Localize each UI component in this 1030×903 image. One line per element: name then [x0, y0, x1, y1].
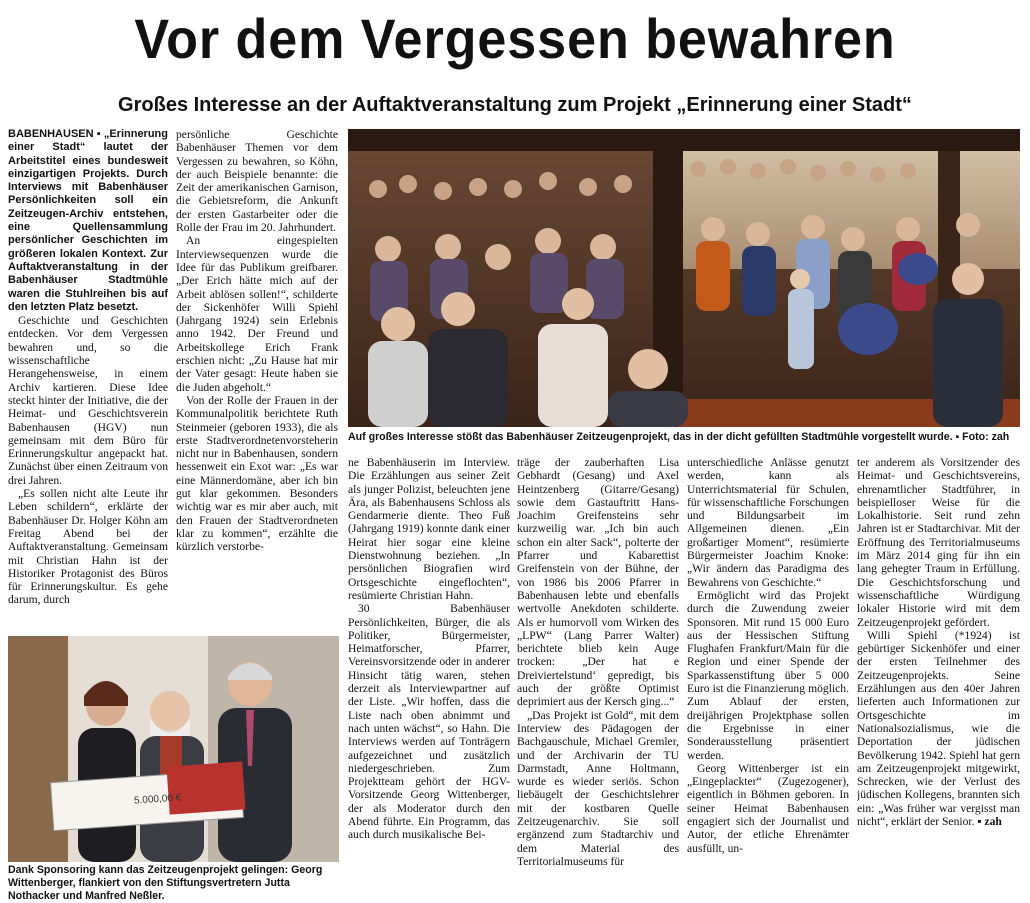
sponsor-photo-caption: Dank Sponsoring kann das Zeitzeugenprojekt gelingen: Georg Wittenberger, flankiert von den Stiftungsvertretern Jutta Nothacker und Manfred Neßler.	[8, 864, 323, 902]
paragraph: 30 Babenhäuser Persönlichkeiten, Bürger, die als Politiker, Bürgermeister, Heimatforscher, Pfarrer, Vereinsvorsitzende oder in anderer Hinsicht tätig waren, stehen derzeit als Interviewpartner auf der Liste. „Wir hoffen, dass die Liste nach oben abnimmt und nach unten wächst“, so Hahn. Die Interviews werden auf Tonträgern aufgezeichnet und zusätzlich niedergeschrieben. Zum Projektteam gehört der HGV-Vorsitzende Georg Wittenberger, der als Moderator durch den Abend führte. Ein Programm, das auch durch musikalische Bei-	[348, 602, 510, 842]
paragraph: An eingespielten Interviewsequenzen wurde die Idee für das Publikum greifbarer. „Der Erich hätte mich auf der Arbeit ablösen sollen!“, schilderte der Sickenhöfer Willi Spiehl (Jahrgang 1924) sein Erlebnis anno 1942. Der Freund und Arbeitskollege Erich Frank erschien nicht: „Zu Hause hat mir der Vater gesagt: Heute haben sie die Juden abgeholt.“	[176, 234, 338, 394]
article-column-6	[857, 456, 1020, 886]
article-column-5	[687, 456, 849, 886]
article-column-3	[348, 456, 510, 886]
article-column-2	[176, 128, 338, 633]
paragraph: „Es sollen nicht alte Leute ihr Leben schildern“, erklärte der Babenhäuser Dr. Holger Köhn am Freitag Abend bei der Auftaktveranstaltung. Gemeinsam mit Christian Hahn ist der Historiker Protagonist des Büros für Erinnerungskultur. Es gehe darum, durch	[8, 487, 168, 607]
paragraph-text: Willi Spiehl (*1924) ist gebürtiger Sickenhöfer und einer der ersten Teilnehmer des Zeitzeugenprojekts. Seine Erzählungen aus den 40er Jahren lieferten auch Informationen zur Ortsgeschichte im Nationalsozialismus, wie die Deportation der jüdischen Bevölkerung 1942. Spiehl hat gern am Zeitzeugenprojekt mitgewirkt, Schrecken, wie der Verlust des jüdischen Kollegens, brannten sich ein: „Was früher war vergisst man nicht“, erklärt der Senior.	[857, 628, 1020, 829]
check-amount: 5.000,00 €	[133, 792, 182, 807]
sponsor-photo-illustration	[8, 636, 339, 862]
main-photo-caption: Auf großes Interesse stößt das Babenhäuser Zeitzeugenprojekt, das in der dicht gefüllten Stadtmühle vorgestellt wurde. ▪ Foto: zah	[348, 431, 1010, 443]
paragraph: „Das Projekt ist Gold“, mit dem Interview des Pädagogen der Bachgauschule, Michael Gremler, und der Archivarin der TU Darmstadt, Anne Holtmann, wurde es wieder seriös. Schon liebäugelt der Geschichtslehrer mit der kostbaren Quelle Zeitzeugenarchiv. Sie soll ergänzend zum Stadtarchiv und dem Material des Territorialmuseums für	[517, 708, 679, 868]
headline: Vor dem Vergessen bewahren	[134, 7, 896, 70]
author-signature: ▪ zah	[977, 815, 1002, 829]
paragraph: persönliche Geschichte Babenhäuser Themen vor dem Vergessen zu bewahren, so Köhn, der auch Beispiele benannte: die Zeit der amerikanischen Garnison, die Gebietsreform, die Ankunft der ersten Gastarbeiter oder die Rolle der Frau im 20. Jahrhundert.	[176, 128, 338, 235]
paragraph	[857, 629, 1020, 828]
paragraph: unterschiedliche Anlässe genutzt werden, kann als Unterrichtsmaterial für Schulen, für wissenschaftliche Forschungen und Bildungsarbeit im Allgemeinen dienen. „Ein großartiger Moment“, resümierte Bürgermeister Joachim Knoke: „Wir ändern das Paradigma des Bewahrens von Geschichte.“	[687, 456, 849, 589]
article-column-4	[517, 456, 679, 886]
dateline: BABENHAUSEN ▪	[8, 128, 101, 140]
paragraph: träge der zauberhaften Lisa Gebhardt (Gesang) und Axel Heintzenberg (Gitarre/Gesang) sowie dem Gastauftritt Hans-Joachim Greifensteins sehr kurzweilig war. „Ich bin auch schon ein alter Sack“, polterte der Pfarrer und Kabarettist Greifenstein von der Bühne, der von 1986 bis 2006 Pfarrer in Babenhausen lebte und ebenfalls wertvolle Anekdoten schilderte. Als er humorvoll vom Wirken des „LPW“ (Lang Parrer Walter) berichtete blieb kein Auge trocken: „Der hat e Dreiviertelstund‘ gepredigt, bis auch der größte Optimist deprimiert aus der Kersch ging...“	[517, 456, 679, 709]
paragraph: ne Babenhäuserin im Interview. Die Erzählungen aus seiner Zeit als junger Polizist, beleuchten jene Ära, als Babenhausens Schloss als Gendarmerie diente. Theo Fuß (Jahrgang 1919) konnte dank einer Heirat hier sogar eine kleine Dienstwohnung beziehen. „In persönlichen Biografien wird Ortsgeschichte eingeflochten“, resümierte Christian Hahn.	[348, 456, 510, 602]
paragraph: Georg Wittenberger ist ein „Eingeplackter“ (Zugezogener), eigentlich in Böhmen geboren. In seiner Heimat Babenhausen engagiert sich der Journalist und Autor, der etliche Ehrenämter ausfüllt, un-	[687, 761, 849, 855]
sponsor-photo	[8, 636, 339, 862]
paragraph: ter anderem als Vorsitzender des Heimat- und Geschichtsvereins, ehrenamtlicher Stadtführer, in beispielloser Weise für die Lokalhistorie. Seit rund zehn Jahren ist er Stadtarchivar. Mit der Eröffnung des Territorialmuseums im März 2014 ging für ihn ein lang gehegter Traum in Erfüllung. Die Geschichtsforschung und wissenschaftliche Würdigung lokaler Historie wird mit dem Zeitzeugenprojekt gefördert.	[857, 456, 1020, 629]
lead-text: „Erinnerung einer Stadt“ lautet der Arbeitstitel eines bundesweit einzigartigen Projekts. Durch Interviews mit Babenhäuser Persönlichkeiten soll ein Zeitzeugen-Archiv entstehen, eine Quellensammlung persönlicher Geschichten im größeren lokalen Kontext. Zur Auftaktveranstaltung in der Babenhäuser Stadtmühle waren die Stuhlreihen bis auf den letzten Platz besetzt.	[8, 128, 168, 313]
subheadline: Großes Interesse an der Auftaktveranstaltung zum Projekt „Erinnerung einer Stadt“	[118, 94, 912, 116]
paragraph: Von der Rolle der Frauen in der Kommunalpolitik berichtete Ruth Steinmeier (geboren 1933), die als erste Stadtverordnetenvorsteherin nicht nur in Babenhausen, sondern hessenweit ein Exot war: „Es war eine Männerdomäne, aber ich bin gut klar gekommen. Besonders wichtig war es mir aber auch, mit den Frauen der Stadtverordneten klar zu kommen“, erzählte die kürzlich verstorbe-	[176, 393, 338, 554]
paragraph: Ermöglicht wird das Projekt durch die Zuwendung zweier Sponsoren. Mit rund 15 000 Euro aus der Hessischen Stiftung Flughafen Frankfurt/Main für die Region und einer Spende der Sparkassenstiftung über 5 000 Euro ist die Finanzierung möglich. Zum Ablauf der ersten, dreijährigen Projektphase sollen die Ergebnisse in einer Sonderausstellung präsentiert werden.	[687, 588, 849, 762]
audience-photo	[348, 129, 1020, 427]
lead-paragraph	[8, 128, 168, 314]
paragraph: Geschichte und Geschichten entdecken. Vor dem Vergessen bewahren und, so die wissenschaftliche Herangehensweise, in einem Archiv kartieren. Diese Idee steckt hinter der Initiative, die der Heimat- und Geschichtsverein Babenhausen (HGV) nun gemeinsam mit dem Büro für Erinnerungskultur angepackt hat. Zunächst über einen Zeitraum von drei Jahren.	[8, 314, 168, 487]
article-column-1	[8, 128, 168, 628]
audience-photo-illustration	[348, 129, 1020, 427]
